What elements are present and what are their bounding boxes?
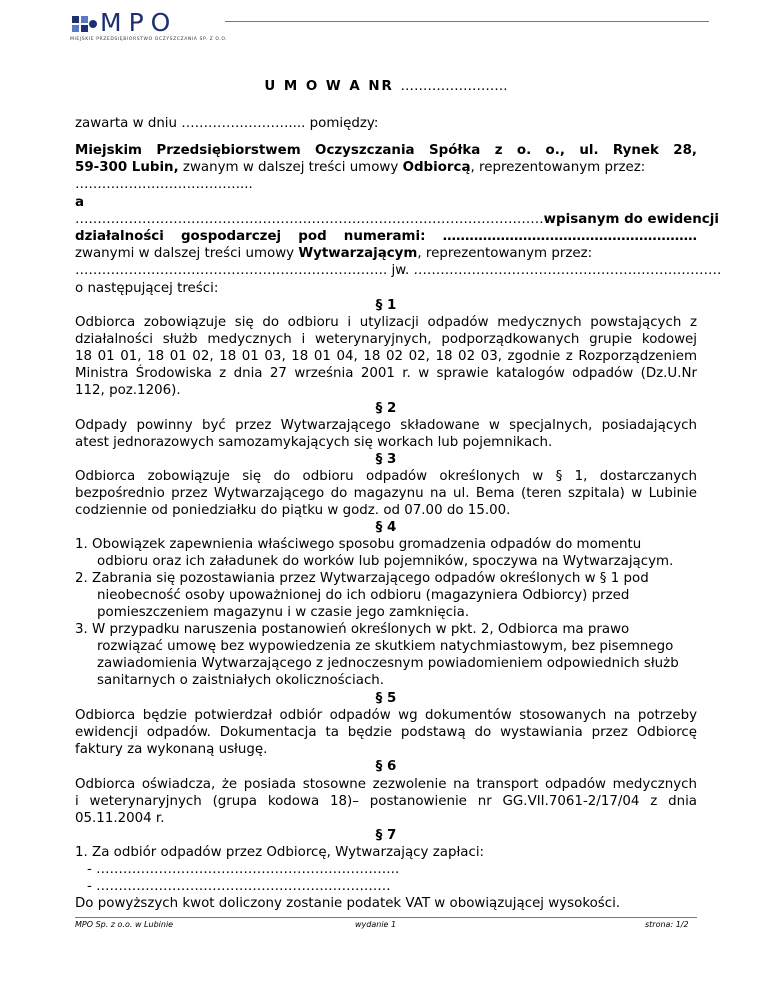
- logo-subtitle: MIEJSKIE PRZEDSIĘBIORSTWO OCZYSZCZANIA SP. Z O.O.: [70, 37, 228, 42]
- and-word: a: [75, 195, 85, 210]
- section-4-line: sanitarnych o zaistniałych okolicznościach.: [97, 673, 385, 688]
- section-2-heading: § 2: [375, 401, 397, 416]
- section-5-heading: § 5: [375, 691, 397, 706]
- section-3-line: bezpośrednio przez Wytwarzającego do magazynu na ul. Bema (teren szpitala) w Lubinie: [75, 486, 697, 501]
- receiver-line-2: [75, 159, 697, 176]
- receiver-rep-blank: ………………………………....: [75, 177, 253, 192]
- section-6-line: i weterynaryjnych (grupa kodowa 18)– postanowienie nr GG.VII.7061-2/17/04 z dnia: [75, 794, 697, 809]
- section-3-line: Odbiorca zobowiązuje się do odbioru odpadów określonych w § 1, dostarczanych: [75, 469, 697, 484]
- section-2-line: Odpady powinny być przez Wytwarzającego składowane w specjalnych, posiadających: [75, 418, 697, 433]
- section-3-heading: § 3: [375, 452, 397, 467]
- section-4-line: nieobecność osoby upoważnionej do ich odbioru (magazyniera Odbiorcy) przed: [97, 588, 630, 603]
- section-1-line: Odbiorca zobowiązuje się do odbioru i utylizacji odpadów medycznych powstających z: [75, 315, 697, 330]
- section-7-line: - …………………………………………………………..: [87, 862, 400, 877]
- producer-end: , reprezentowanym przez:: [417, 246, 593, 261]
- section-6-heading: § 6: [375, 759, 397, 774]
- producer-rep-blank: ……………………………………………………………. jw. ……………………………………………………………: [75, 263, 722, 278]
- receiver-city: 59-300 Lubin,: [75, 160, 179, 175]
- date-line: zawarta w dniu …………………….... pomiędzy:: [75, 116, 379, 131]
- footer-divider: [75, 917, 697, 918]
- section-6-line: 05.11.2004 r.: [75, 811, 165, 826]
- producer-line-2: działalności gospodarczej pod numerami: …………………………………………………: [75, 229, 697, 244]
- section-4-line: 2. Zabrania się pozostawiania przez Wytwarzającego odpadów określonych w § 1 pod: [75, 571, 649, 586]
- mpo-logo-icon: [70, 12, 98, 34]
- section-1-line: Ministra Środowiska z dnia 27 września 2001 r. w sprawie katalogów odpadów (Dz.U.Nr: [75, 366, 697, 381]
- logo-wordmark: MPO: [100, 8, 178, 37]
- section-1-line: 112, poz.1206).: [75, 383, 181, 398]
- footer-page-number: strona: 1/2: [645, 920, 689, 929]
- header-divider: [225, 21, 709, 22]
- producer-line-3: [75, 245, 697, 262]
- intro-line: o następującej treści:: [75, 281, 219, 296]
- receiver-role: Odbiorcą: [402, 160, 471, 175]
- section-6-line: Odbiorca oświadcza, że posiada stosowne zezwolenie na transport odpadów medycznych: [75, 777, 697, 792]
- section-4-line: pomieszczeniem magazynu i w czasie jego zamknięcia.: [97, 605, 470, 620]
- section-1-line: działalności służb medycznych i weterynaryjnych, podporządkowanych grupie kodowej: [75, 332, 697, 347]
- producer-role: Wytwarzającym: [298, 246, 418, 261]
- contract-title: [75, 78, 697, 95]
- company-logo: [70, 8, 228, 44]
- section-4-line: 1. Obowiązek zapewnienia właściwego sposobu gromadzenia odpadów do momentu: [75, 537, 642, 552]
- section-4-line: zawiadomienia Wytwarzającego z jednoczesnym powiadomieniem odpowiednich służb: [97, 656, 679, 671]
- section-4-line: 3. W przypadku naruszenia postanowień określonych w pkt. 2, Odbiorca ma prawo: [75, 622, 630, 637]
- footer-company: MPO Sp. z o.o. w Lubinie: [75, 920, 174, 929]
- section-2-line: atest jednorazowych samozamykających się workach lub pojemnikach.: [75, 435, 553, 450]
- section-4-heading: § 4: [375, 520, 397, 535]
- section-1-line: 18 01 01, 18 01 02, 18 01 03, 18 01 04, 18 02 02, 18 02 03, zgodnie z Rozporządzeniem: [75, 349, 697, 364]
- section-7-heading: § 7: [375, 828, 397, 843]
- section-5-line: ewidencji odpadów. Dokumentacja ta będzie podstawą do wystawiania przez Odbiorcę: [75, 725, 697, 740]
- section-3-line: codziennie od poniedziałku do piątku w godz. od 07.00 do 15.00.: [75, 503, 511, 518]
- footer-edition: wydanie 1: [355, 920, 397, 929]
- section-7-line: 1. Za odbiór odpadów przez Odbiorcę, Wytwarzający zapłaci:: [75, 845, 485, 860]
- producer-line-1: [75, 211, 719, 228]
- title-label: U M O W A NR: [264, 79, 394, 94]
- section-5-line: faktury za wykonaną usługę.: [75, 742, 268, 757]
- section-5-line: Odbiorca będzie potwierdzał odbiór odpadów wg dokumentów stosowanych na potrzeby: [75, 708, 697, 723]
- producer-name-blank: ……………………………………………………………………………………………: [75, 212, 544, 227]
- producer-registry-label: wpisanym do ewidencji: [543, 212, 719, 227]
- section-4-line: odbioru oraz ich załadunek do worków lub pojemników, spoczywa na Wytwarzającym.: [97, 554, 674, 569]
- section-1-heading: § 1: [375, 298, 397, 313]
- section-7-line: Do powyższych kwot doliczony zostanie podatek VAT w obowiązującej wysokości.: [75, 896, 621, 911]
- receiver-end: , reprezentowanym przez:: [470, 160, 646, 175]
- receiver-line-1: Miejskim Przedsiębiorstwem Oczyszczania Spółka z o. o., ul. Rynek 28,: [75, 143, 697, 158]
- receiver-text: zwanym w dalszej treści umowy: [178, 160, 403, 175]
- section-7-line: - …………………………………………………………: [87, 879, 391, 894]
- section-4-line: rozwiązać umowę bez wypowiedzenia ze skutkiem natychmiastowym, bez pisemnego: [97, 639, 674, 654]
- producer-text: zwanymi w dalszej treści umowy: [75, 246, 299, 261]
- title-number-blank: ……………………: [400, 79, 508, 94]
